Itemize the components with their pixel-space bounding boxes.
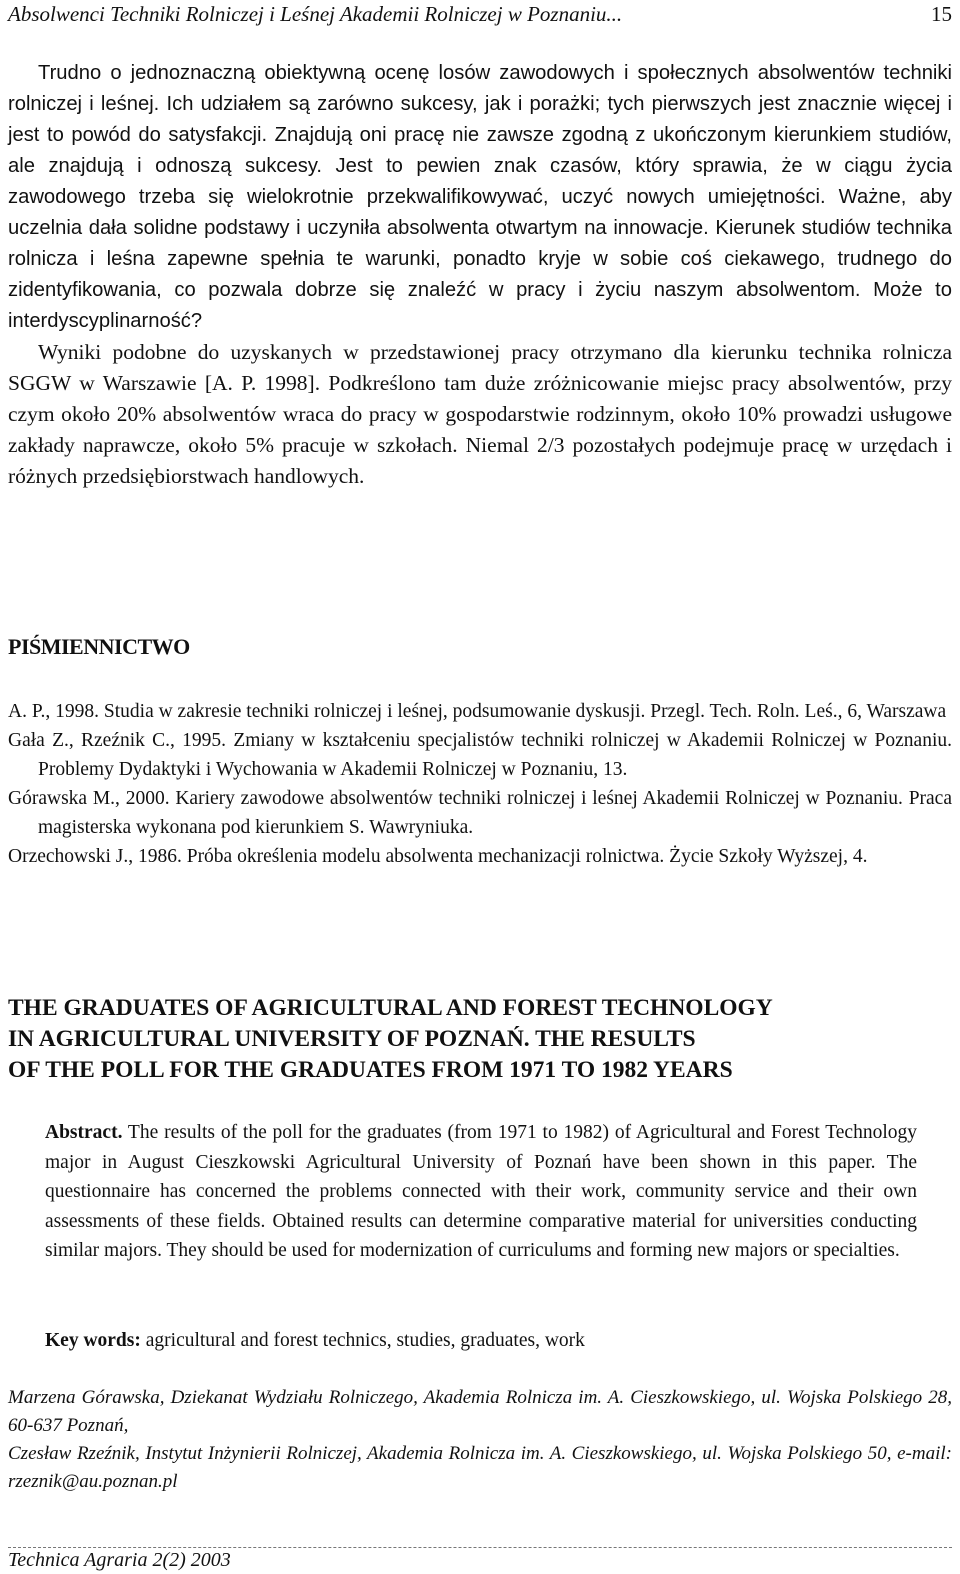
english-title-line: THE GRADUATES OF AGRICULTURAL AND FOREST TECHNOLOGY — [8, 995, 773, 1021]
keywords — [45, 1326, 585, 1355]
references-list — [8, 697, 952, 871]
references-heading: PIŚMIENNICTWO — [8, 634, 190, 659]
running-title: Absolwenci Techniki Rolniczej i Leśnej Akademii Rolniczej w Poznaniu... — [8, 2, 623, 26]
author-affiliation: Czesław Rzeźnik, Instytut Inżynierii Rolniczej, Akademia Rolnicza im. A. Cieszkowskiego, ul. Wojska Polskiego 50, e-mail: rzeznik@au.poznan.pl — [8, 1443, 952, 1492]
body-text — [8, 58, 952, 492]
keywords-text: agricultural and forest technics, studies, graduates, work — [140, 1330, 585, 1351]
abstract-label: Abstract. — [45, 1122, 123, 1143]
paragraph-1: Trudno o jednoznaczną obiektywną ocenę losów zawodowych i społecznych absolwentów techniki rolniczej i leśnej. Ich udziałem są zarówno sukcesy, jak i porażki; tych pierwszych jest znacznie więcej i jest to powód do satysfakcji. Znajdują oni pracę nie zawsze zgodną z ukończonym kierunkiem studiów, ale znajdują i odnoszą sukcesy. Jest to pewien znak czasów, który sprawia, że w ciągu życia zawodowego trzeba się wielokrotnie przekwalifikowywać, uczyć nowych umiejętności. Ważne, aby uczelnia dała solidne podstawy i uczyniła absolwenta otwartym na innowacje. Kierunek studiów technika rolnicza i leśna zapewne spełnia te warunki, ponadto kryje w sobie coś ciekawego, trudnego do zidentyfikowania, co pozwala dobrze się znaleźć w pracy i życiu naszym absolwentom. Może to interdyscyplinarność? — [8, 62, 952, 332]
keywords-label: Key words: — [45, 1330, 141, 1351]
reference-item: Gała Z., Rzeźnik C., 1995. Zmiany w kształceniu specjalistów techniki rolniczej w Akademii Rolniczej w Poznaniu. Problemy Dydaktyki i Wychowania w Akademii Rolniczej w Poznaniu, 13. — [8, 730, 952, 780]
journal-footer: Technica Agraria 2(2) 2003 — [8, 1549, 231, 1571]
english-title-line: IN AGRICULTURAL UNIVERSITY OF POZNAŃ. THE RESULTS — [8, 1026, 696, 1052]
author-affiliations — [8, 1384, 952, 1496]
author-affiliation: Marzena Górawska, Dziekanat Wydziału Rolniczego, Akademia Rolnicza im. A. Cieszkowskiego, ul. Wojska Polskiego 28, 60-637 Poznań, — [8, 1387, 952, 1436]
reference-item: A. P., 1998. Studia w zakresie techniki rolniczej i leśnej, podsumowanie dyskusji. Przegl. Tech. Roln. Leś., 6, Warszawa — [8, 701, 947, 722]
abstract-text: The results of the poll for the graduates (from 1971 to 1982) of Agricultural and Forest Technology major in August Cieszkowski Agricultural University of Poznań have been shown in this paper. The questionnaire has concerned the problems connected with their work, community service and their own assessments of these fields. Obtained results can determine comparative material for universities conducting similar majors. They should be used for modernization of curriculums and forming new majors or specialties. — [45, 1122, 917, 1261]
paragraph-2: Wyniki podobne do uzyskanych w przedstawionej pracy otrzymano dla kierunku technika rolnicza SGGW w Warszawie [A. P. 1998]. Podkreślono tam duże zróżnicowanie miejsc pracy absolwentów, przy czym około 20% absolwentów wraca do pracy w gospodarstwie rodzinnym, około 10% prowadzi usługowe zakłady naprawcze, około 5% pracuje w szkołach. Niemal 2/3 pozostałych podejmuje pracę w urzędach i różnych przedsiębiorstwach handlowych. — [8, 340, 952, 488]
english-title — [8, 993, 952, 1086]
reference-item: Orzechowski J., 1986. Próba określenia modelu absolwenta mechanizacji rolnictwa. Życie Szkoły Wyższej, 4. — [8, 846, 868, 867]
english-title-line: OF THE POLL FOR THE GRADUATES FROM 1971 TO 1982 YEARS — [8, 1057, 733, 1083]
running-header — [8, 0, 952, 28]
reference-item: Górawska M., 2000. Kariery zawodowe absolwentów techniki rolniczej i leśnej Akademii Rolniczej w Poznaniu. Praca magisterska wykonana pod kierunkiem S. Wawryniuka. — [8, 788, 952, 838]
page-number: 15 — [931, 2, 952, 26]
abstract — [45, 1118, 917, 1266]
